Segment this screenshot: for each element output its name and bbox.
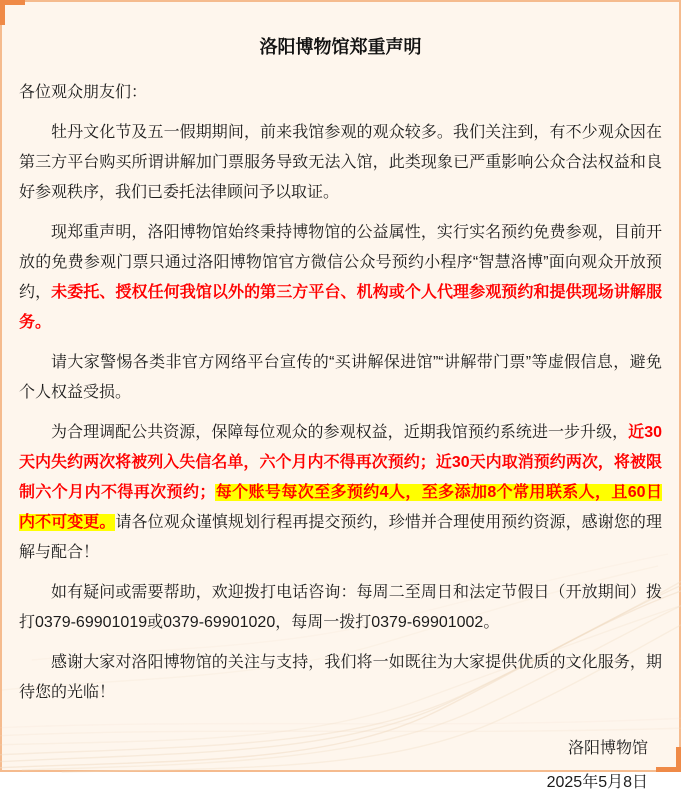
paragraph-visitor-notice: [19, 118, 662, 208]
paragraph-fraud-warning: [19, 348, 662, 408]
paragraph-official-declaration: [19, 218, 662, 338]
paragraph-reservation-rules: [19, 418, 662, 568]
statement-content: [2, 2, 679, 798]
paragraph-contact-phones: [19, 578, 662, 638]
signature-name: 洛阳博物馆: [567, 740, 648, 757]
greeting-line: 各位观众朋友们：: [19, 84, 148, 101]
text-run: 现郑重声明，洛阳博物馆始终秉持博物馆的公益属性，实行实名预约免费参观，目前开放的免费参观门票只通过洛阳博物馆官方微信公众号预约小程序“智慧洛博”面向观众开放预约，: [19, 224, 662, 301]
text-run: 请大家警惕各类非官方网络平台宣传的“买讲解保进馆”“讲解带门票”等虚假信息，避免个人权益受损。: [19, 354, 662, 401]
signature-block: [19, 734, 662, 798]
text-run-highlighted: 每个账号每次至多预约4人，至多添加8个常用联系人，且60日内不可变更。: [19, 484, 662, 531]
paragraph-thanks: [19, 648, 662, 708]
text-run-red-warning: 未委托、授权任何我馆以外的第三方平台、机构或个人代理参观预约和提供现场讲解服务。: [19, 284, 662, 331]
text-run: 感谢大家对洛阳博物馆的关注与支持，我们将一如既往为大家提供优质的文化服务，期待您的光临！: [19, 654, 662, 701]
page-title: 洛阳博物馆郑重声明: [259, 37, 422, 57]
bottom-right-corner-accent: [656, 747, 681, 772]
signature-date: 2025年5月8日: [546, 774, 648, 791]
text-run: 为合理调配公共资源，保障每位观众的参观权益，近期我馆预约系统进一步升级，: [51, 424, 629, 441]
text-run-red-warning: 近30天内失约两次将被列入失信名单，六个月内不得再次预约；近30天内取消预约两次，将被限制六个月内不得再次预约；: [19, 424, 662, 501]
top-left-corner-accent: [0, 0, 25, 25]
text-run: 如有疑问或需要帮助，欢迎拨打电话咨询：每周二至周日和法定节假日（开放期间）拨打0379-69901019或0379-69901020，每周一拨打0379-69901002。: [19, 584, 662, 631]
text-run: 牡丹文化节及五一假期期间，前来我馆参观的观众较多。我们关注到，有不少观众因在第三方平台购买所谓讲解加门票服务导致无法入馆，此类现象已严重影响公众合法权益和良好参观秩序，我们已委托法律顾问予以取证。: [19, 124, 662, 201]
text-run: 请各位观众谨慎规划行程再提交预约，珍惜并合理使用预约资源，感谢您的理解与配合！: [19, 514, 662, 561]
